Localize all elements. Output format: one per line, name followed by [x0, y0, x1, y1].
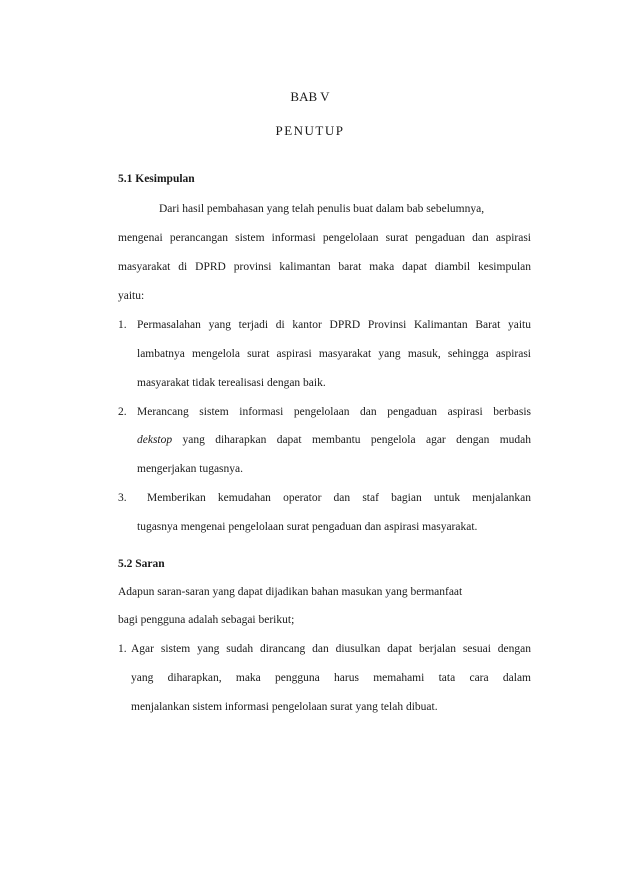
section-heading-kesimpulan: 5.1 Kesimpulan	[118, 173, 195, 185]
paragraph-line: bagi pengguna adalah sebagai berikut;	[118, 614, 295, 626]
list-number: 3.	[118, 492, 127, 504]
chapter-title: PENUTUP	[275, 123, 345, 138]
section-heading-saran: 5.2 Saran	[118, 558, 165, 570]
list-item-line: menjalankan sistem informasi pengelolaan surat yang telah dibuat.	[131, 701, 438, 713]
paragraph-line: Adapun saran-saran yang dapat dijadikan bahan masukan yang bermanfaat	[118, 586, 463, 598]
list-item-text: yang diharapkan dapat membantu pengelola agar dengan mudah	[172, 434, 531, 446]
italic-term: dekstop	[137, 434, 173, 446]
list-item-line: Agar sistem yang sudah dirancang dan diusulkan dapat berjalan sesuai dengan	[131, 643, 531, 655]
paragraph-line: masyarakat di DPRD provinsi kalimantan barat maka dapat diambil kesimpulan	[118, 261, 531, 273]
chapter-number: BAB V	[290, 89, 330, 104]
paragraph-line: yaitu:	[118, 290, 145, 302]
list-item-line: lambatnya mengelola surat aspirasi masyarakat yang masuk, sehingga aspirasi	[137, 348, 531, 360]
list-item-line	[137, 433, 531, 447]
list-item-line: Memberikan kemudahan operator dan staf bagian untuk menjalankan	[147, 492, 531, 504]
list-item-line: Permasalahan yang terjadi di kantor DPRD Provinsi Kalimantan Barat yaitu	[137, 319, 531, 331]
list-item-line: Merancang sistem informasi pengelolaan dan pengaduan aspirasi berbasis	[137, 406, 531, 418]
list-number: 1.	[118, 319, 127, 331]
list-item-line: mengerjakan tugasnya.	[137, 463, 244, 475]
paragraph-line: mengenai perancangan sistem informasi pengelolaan surat pengaduan dan aspirasi	[118, 232, 531, 244]
list-item-line: tugasnya mengenai pengelolaan surat pengaduan dan aspirasi masyarakat.	[137, 521, 478, 533]
list-item-line: masyarakat tidak terealisasi dengan baik.	[137, 377, 326, 389]
list-number: 2.	[118, 406, 127, 418]
list-number: 1.	[118, 643, 127, 655]
paragraph-line: Dari hasil pembahasan yang telah penulis buat dalam bab sebelumnya,	[159, 203, 485, 215]
list-item-line: yang diharapkan, maka pengguna harus memahami tata cara dalam	[131, 672, 531, 684]
